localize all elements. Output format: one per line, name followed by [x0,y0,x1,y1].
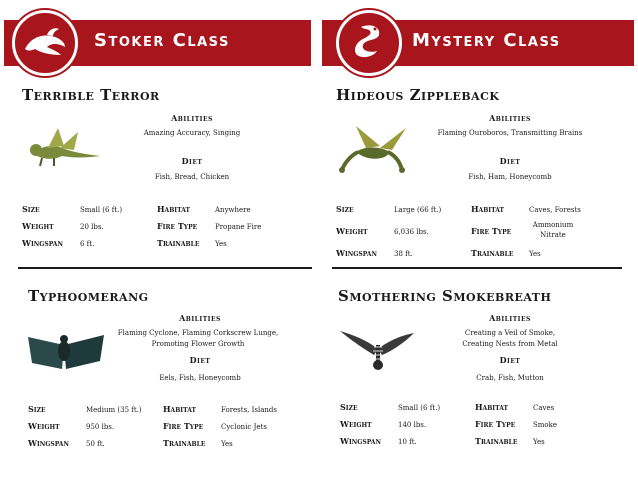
abilities-text: Amazing Accuracy, Singing [143,129,241,137]
size-label: Size [340,402,358,412]
weight-value: 6,036 lbs. [394,228,429,236]
habitat-label: Habitat [157,204,191,214]
abilities-text: Flaming Ouroboros, Transmitting Brains [437,129,583,137]
weight-value: 20 lbs. [80,223,104,231]
abilities-heading: Abilities [179,313,221,323]
fire-type-value: Smoke [533,421,558,429]
habitat-label: Habitat [163,404,197,414]
habitat-label: Habitat [471,204,505,214]
size-label: Size [336,204,354,214]
weight-value: 950 lbs. [86,423,115,431]
terrible-terror-image [24,126,102,168]
trainable-label: Trainable [157,238,200,248]
abilities-text-line2: Promoting Flower Growth [151,340,245,348]
fire-type-label: Fire Type [157,221,198,231]
divider-left [18,267,312,269]
abilities-text-line1: Flaming Cyclone, Flaming Corkscrew Lunge, [117,329,279,337]
trainable-label: Trainable [163,438,206,448]
fire-type-label: Fire Type [475,419,516,429]
diet-heading: Diet [181,156,203,166]
fire-type-label: Fire Type [163,421,204,431]
mystery-class-banner [322,20,634,66]
dragon-name: Typhoomerang [28,287,149,305]
diet-text: Fish, Bread, Chicken [154,173,230,181]
wingspan-label: Wingspan [336,248,377,258]
wingspan-value: 6 ft. [80,240,95,248]
size-label: Size [28,404,46,414]
diet-heading: Diet [189,355,211,365]
abilities-heading: Abilities [489,313,531,323]
stoker-badge [12,10,78,76]
habitat-value: Caves [533,404,555,412]
weight-label: Weight [336,226,368,236]
wingspan-label: Wingspan [22,238,63,248]
habitat-label: Habitat [475,402,509,412]
trainable-label: Trainable [475,436,518,446]
trainable-value: Yes [533,438,545,446]
diet-heading: Diet [499,156,521,166]
flame-dragon-icon [21,19,69,67]
trainable-label: Trainable [471,248,514,258]
wingspan-value: 50 ft. [86,440,105,448]
size-value: Medium (35 ft.) [86,406,142,414]
dragon-name: Terrible Terror [22,86,160,104]
trainable-value: Yes [221,440,233,448]
diet-text: Fish, Ham, Honeycomb [468,173,552,181]
fire-type-label: Fire Type [471,226,512,236]
diet-text: Crab, Fish, Mutton [476,374,544,382]
abilities-heading: Abilities [171,113,213,123]
size-value: Small (6 ft.) [80,206,123,214]
size-value: Large (66 ft.) [394,206,442,214]
size-value: Small (6 ft.) [398,404,441,412]
habitat-value: Anywhere [215,206,251,214]
fire-type-value: Ammonium Nitrate [532,221,574,239]
hideous-zippleback-image [336,122,412,174]
trainable-value: Yes [529,250,541,258]
dragon-name: Hideous Zippleback [336,86,500,104]
divider-right [332,267,622,269]
stoker-class-banner [4,20,311,66]
wingspan-value: 10 ft. [398,438,417,446]
abilities-text-line1: Creating a Veil of Smoke, [464,329,556,337]
weight-label: Weight [340,419,372,429]
abilities-heading: Abilities [489,113,531,123]
wingspan-label: Wingspan [340,436,381,446]
fire-type-value: Propane Fire [215,223,262,231]
abilities-text-line2: Creating Nests from Metal [462,340,558,348]
wingspan-label: Wingspan [28,438,69,448]
habitat-value: Forests, Islands [221,406,277,414]
weight-value: 140 lbs. [398,421,427,429]
serpent-dragon-icon [345,19,393,67]
weight-label: Weight [22,221,54,231]
fire-type-value: Cyclonic Jets [221,423,267,431]
stoker-class-title: Stoker Class [94,30,230,51]
diet-heading: Diet [499,355,521,365]
typhoomerang-image [26,327,106,375]
habitat-value: Caves, Forests [529,206,581,214]
size-label: Size [22,204,40,214]
mystery-badge [336,10,402,76]
dragon-name: Smothering Smokebreath [338,287,552,305]
trainable-value: Yes [215,240,227,248]
diet-text: Eels, Fish, Honeycomb [159,374,241,382]
smothering-smokebreath-image [338,327,416,377]
mystery-class-title: Mystery Class [412,30,561,51]
wingspan-value: 38 ft. [394,250,413,258]
weight-label: Weight [28,421,60,431]
